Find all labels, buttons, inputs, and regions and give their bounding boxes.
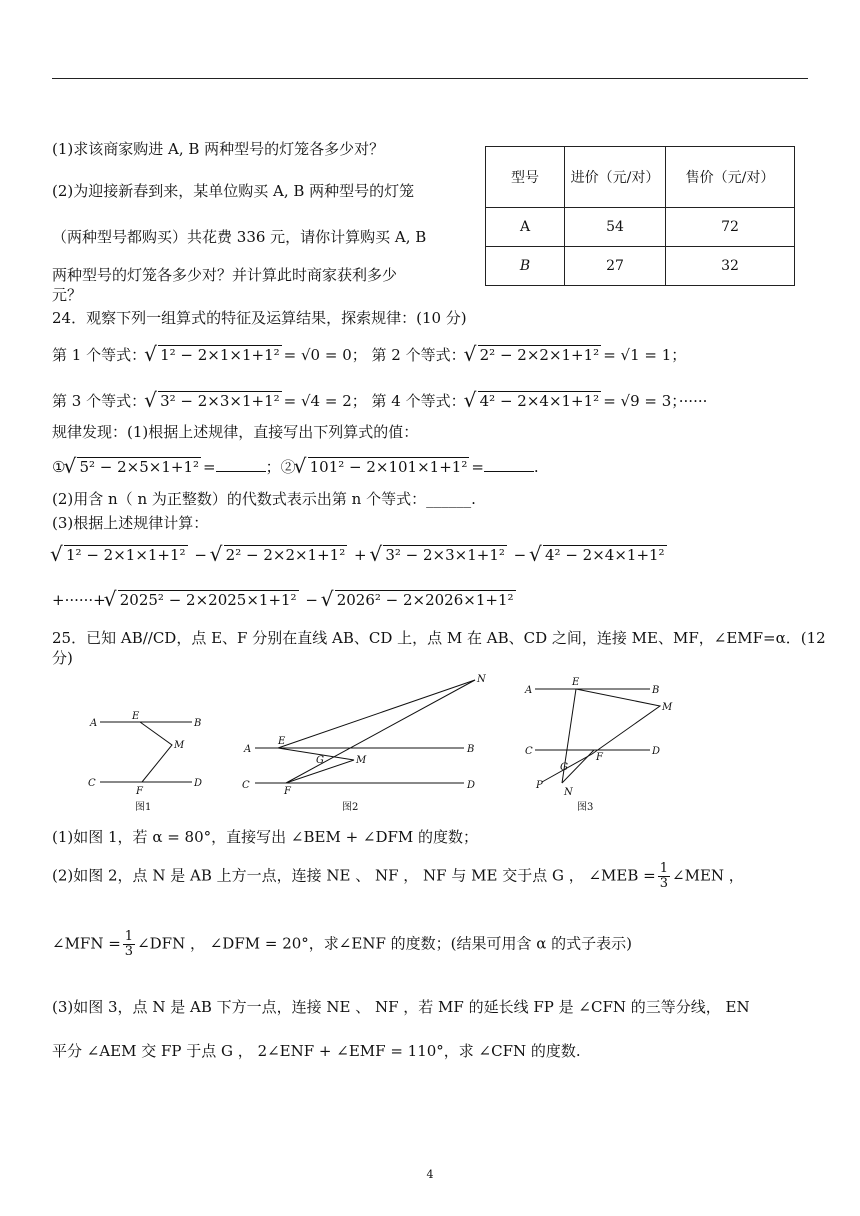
c1-radical bbox=[65, 457, 201, 476]
svg-text:D: D bbox=[652, 746, 661, 757]
c-separator: ；② bbox=[265, 458, 296, 476]
calc-a: 1² − 2×1×1+1² bbox=[66, 546, 186, 564]
figure-3 bbox=[524, 677, 673, 813]
circle-one-mark: ① bbox=[52, 458, 66, 476]
q23-part2: (2)为迎接新春到来，某单位购买 A, B 两种型号的灯笼 bbox=[52, 182, 415, 200]
svg-text:D: D bbox=[194, 778, 203, 789]
calc-ellipsis: +······+ bbox=[52, 591, 106, 609]
c2-equals: = bbox=[471, 458, 484, 476]
table-cell: A bbox=[486, 208, 565, 247]
svg-text:C: C bbox=[525, 746, 533, 757]
table-cell: 27 bbox=[565, 247, 666, 286]
svg-text:D: D bbox=[467, 780, 476, 791]
svg-text:N: N bbox=[477, 674, 486, 685]
table-header-model: 型号 bbox=[486, 147, 565, 208]
geometry-figures bbox=[80, 670, 780, 815]
q24-compute-line bbox=[52, 456, 539, 477]
fraction-numerator: 1 bbox=[124, 929, 134, 944]
c2-expr: 101² − 2×101×1+1² bbox=[309, 458, 468, 476]
q23-part2-cont2: 两种型号的灯笼各多少对？并计算此时商家获利多少 bbox=[52, 266, 398, 284]
svg-text:A: A bbox=[90, 718, 98, 729]
q24-calc-line-1: √ 1² − 2×1×1+1² − √ 2² − 2×2×1+1² + √ 3² − 2×3×1+1² − √ 4² − 2×4×1+1² bbox=[52, 545, 669, 564]
q23-part2-cont3: 元？ bbox=[52, 286, 83, 304]
svg-text:C: C bbox=[88, 778, 96, 789]
fraction-denominator: 3 bbox=[124, 944, 134, 959]
q23-part1: (1)求该商家购进 A, B 两种型号的灯笼各多少对？ bbox=[52, 140, 385, 158]
c1-expr: 5² − 2×5×1+1² bbox=[79, 458, 200, 476]
c2-radical bbox=[296, 457, 470, 476]
calc-e: 2025² − 2×2025×1+1² bbox=[119, 591, 297, 609]
figure-2 bbox=[242, 674, 487, 813]
calc-radical-b bbox=[212, 545, 348, 564]
c1-equals: = bbox=[203, 458, 216, 476]
calc-radical-c bbox=[371, 545, 507, 564]
svg-text:N: N bbox=[564, 787, 573, 798]
eq1-label: 第 1 个等式： bbox=[52, 346, 147, 364]
header-rule bbox=[52, 78, 808, 79]
calc-c: 3² − 2×3×1+1² bbox=[385, 546, 505, 564]
figure-1 bbox=[88, 711, 202, 813]
calc-d: 4² − 2×4×1+1² bbox=[545, 546, 665, 564]
eq1-radical bbox=[146, 345, 282, 364]
eq4-result: = √9 = 3；······ bbox=[603, 392, 708, 410]
calc-radical-f bbox=[323, 590, 516, 609]
eq3-result: = √4 = 2； bbox=[283, 392, 367, 410]
q24-eq-line-1 bbox=[52, 344, 686, 365]
eq3-label: 第 3 个等式： bbox=[52, 392, 147, 410]
svg-text:M: M bbox=[174, 740, 185, 751]
q25-title-cont: 分) bbox=[52, 649, 73, 667]
q24-rule: 规律发现：(1)根据上述规律，直接写出下列算式的值： bbox=[52, 423, 419, 441]
eq2-radical bbox=[466, 345, 602, 364]
q24-part2: (2)用含 n（ n 为正整数）的代数式表示出第 n 个等式：______. bbox=[52, 490, 476, 508]
calc-f: 2026² − 2×2026×1+1² bbox=[336, 591, 514, 609]
q25-part2b-tail: ∠DFN ， ∠DFM = 20°，求∠ENF 的度数；(结果可用含 α 的式子表示) bbox=[137, 934, 632, 953]
figure-1-caption: 图1 bbox=[135, 802, 152, 813]
q25-part2-line1 bbox=[52, 862, 744, 891]
svg-text:F: F bbox=[284, 786, 291, 797]
svg-text:A: A bbox=[244, 744, 252, 755]
eq2-result: = √1 = 1； bbox=[603, 346, 687, 364]
table-row bbox=[486, 247, 795, 286]
eq4-radical bbox=[466, 391, 602, 410]
fraction-numerator: 1 bbox=[659, 861, 669, 876]
figure-3-caption: 图3 bbox=[577, 802, 594, 813]
eq4-expr: 4² − 2×4×1+1² bbox=[479, 392, 600, 410]
calc-b: 2² − 2×2×1+1² bbox=[225, 546, 346, 564]
q23-part2-cont: （两种型号都购买）共花费 336 元，请你计算购买 A, B bbox=[52, 228, 427, 246]
svg-text:M: M bbox=[662, 702, 673, 713]
q25-part2b-head: ∠MFN = bbox=[52, 934, 121, 953]
eq4-label: 第 4 个等式： bbox=[371, 392, 466, 410]
calc-radical-e bbox=[106, 590, 299, 609]
eq2-label: 第 2 个等式： bbox=[371, 346, 466, 364]
svg-text:E: E bbox=[278, 736, 286, 747]
table-cell: 54 bbox=[565, 208, 666, 247]
q25-part3-line1: (3)如图 3，点 N 是 AB 下方一点，连接 NE 、 NF ，若 MF 的延长线 FP 是 ∠CFN 的三等分线， EN bbox=[52, 998, 750, 1016]
fraction-denominator: 3 bbox=[659, 876, 669, 891]
calc-radical-d bbox=[531, 545, 667, 564]
q24-title: 24．观察下列一组算式的特征及运算结果，探索规律：(10 分) bbox=[52, 309, 467, 327]
figure-2-caption: 图2 bbox=[342, 802, 359, 813]
svg-text:F: F bbox=[136, 786, 143, 797]
answer-blank-1[interactable] bbox=[216, 459, 266, 472]
svg-text:E: E bbox=[572, 677, 580, 688]
q25-part2-line2 bbox=[52, 930, 632, 959]
table-header-price: 售价（元/对） bbox=[666, 147, 795, 208]
svg-text:G: G bbox=[316, 755, 324, 766]
q25-part2-tail: ∠MEN ， bbox=[672, 866, 744, 885]
eq3-radical bbox=[146, 391, 282, 410]
price-table bbox=[485, 146, 795, 286]
svg-text:B: B bbox=[194, 718, 202, 729]
fraction-one-third bbox=[658, 862, 670, 891]
q25-part2-text: (2)如图 2，点 N 是 AB 上方一点，连接 NE 、 NF ， NF 与 ME 交于点 G ， ∠MEB = bbox=[52, 866, 656, 885]
period: . bbox=[533, 458, 539, 476]
q24-calc-line-2: +······+√ 2025² − 2×2025×1+1² − √ 2026² − 2×2026×1+1² bbox=[52, 590, 518, 609]
svg-text:G: G bbox=[560, 762, 568, 773]
svg-text:B: B bbox=[467, 744, 475, 755]
calc-radical-a bbox=[52, 545, 188, 564]
fraction-one-third-2 bbox=[123, 930, 135, 959]
table-header-cost: 进价（元/对） bbox=[565, 147, 666, 208]
svg-text:C: C bbox=[242, 780, 250, 791]
q24-part3: (3)根据上述规律计算： bbox=[52, 514, 209, 532]
svg-text:B: B bbox=[652, 685, 660, 696]
table-cell: 32 bbox=[666, 247, 795, 286]
q24-eq-line-2 bbox=[52, 390, 707, 411]
table-cell: 72 bbox=[666, 208, 795, 247]
page-number: 4 bbox=[426, 1168, 434, 1181]
eq3-expr: 3² − 2×3×1+1² bbox=[160, 392, 280, 410]
eq1-result: = √0 = 0； bbox=[283, 346, 367, 364]
table-cell: B bbox=[486, 247, 565, 286]
eq2-expr: 2² − 2×2×1+1² bbox=[479, 346, 600, 364]
svg-text:E: E bbox=[132, 711, 140, 722]
eq1-expr: 1² − 2×1×1+1² bbox=[160, 346, 280, 364]
answer-blank-2[interactable] bbox=[484, 459, 534, 472]
svg-text:A: A bbox=[525, 685, 533, 696]
svg-text:M: M bbox=[356, 755, 367, 766]
q25-part3-line2: 平分 ∠AEM 交 FP 于点 G ， 2∠ENF + ∠EMF = 110°，求 ∠CFN 的度数. bbox=[52, 1042, 581, 1060]
svg-text:P: P bbox=[536, 780, 543, 791]
q25-title: 25．已知 AB//CD，点 E、F 分别在直线 AB、CD 上，点 M 在 AB、CD 之间，连接 ME、MF，∠EMF=α．(12 bbox=[52, 629, 826, 647]
q25-part1: (1)如图 1，若 α = 80°，直接写出 ∠BEM + ∠DFM 的度数； bbox=[52, 828, 479, 846]
table-row bbox=[486, 208, 795, 247]
svg-text:F: F bbox=[596, 752, 603, 763]
